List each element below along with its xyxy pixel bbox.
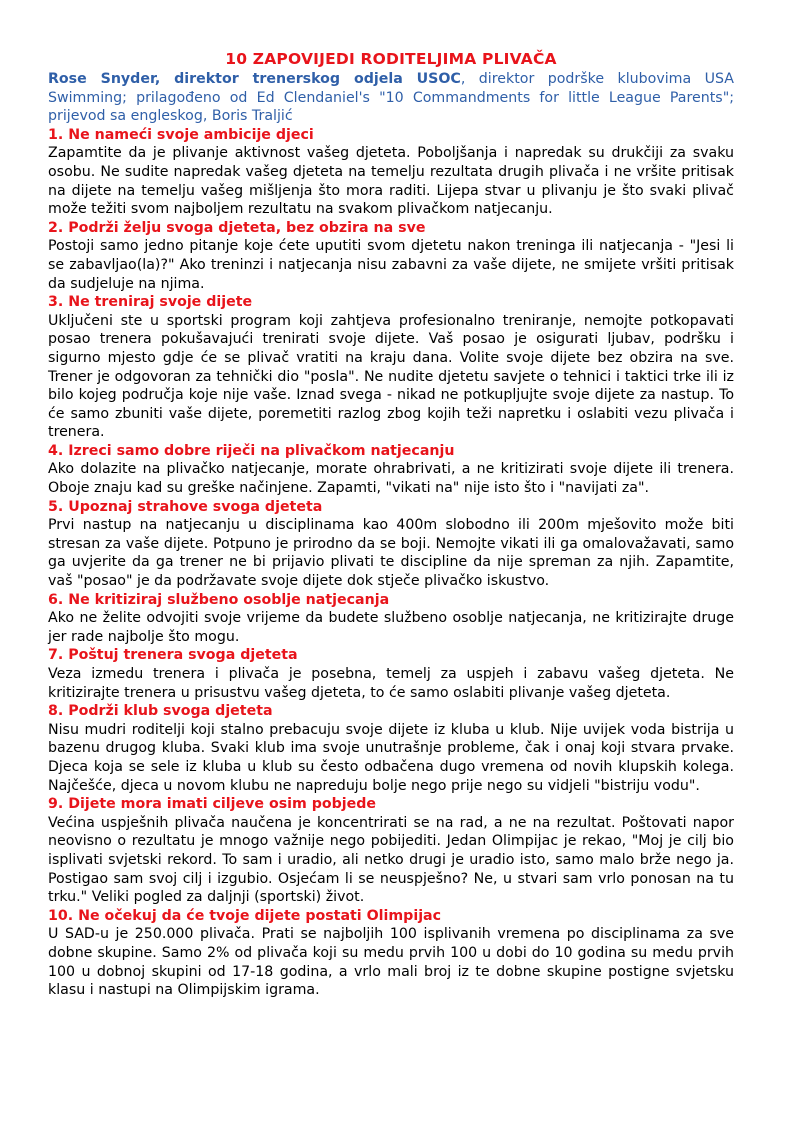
section-heading-2: 2. Podrži želju svoga djeteta, bez obzira na sve: [48, 219, 426, 236]
section-heading-6: 6. Ne kritiziraj službeno osoblje natjecanja: [48, 591, 390, 608]
section-body-7: Veza izmedu trenera i plivača je posebna, temelj za uspjeh i zabavu vašeg djeteta. Ne kritizirajte trenera u prisustvu vašeg djeteta, to će samo oslabiti plivanje vašeg djeteta.: [48, 666, 734, 701]
author-details: , direktor podrške klubovima USA Swimming; prilagođeno od Ed Clendaniel's "10 Commandments for little League Parents"; prijevod sa engleskog, Boris Traljić: [48, 71, 734, 125]
section-heading-7: 7. Poštuj trenera svoga djeteta: [48, 647, 298, 664]
section-heading-10: 10. Ne očekuj da će tvoje dijete postati Olimpijac: [48, 907, 442, 924]
section-heading-9: 9. Dijete mora imati ciljeve osim pobjede: [48, 796, 377, 813]
section-body-5: Prvi nastup na natjecanju u disciplinama kao 400m slobodno ili 200m mješovito može biti stresan za vaše dijete. Potpuno je prirodno da se boji. Nemojte vikati ili ga omalovažavati, samo ga uvjerite da ga trener ne bi prijavio plivati te discipline da nije spreman za njih. Zapamtite, vaš "posao" je da podržavate svoje dijete dok stječe plivačko iskustvo.: [48, 517, 734, 590]
section-heading-5: 5. Upoznaj strahove svoga djeteta: [48, 498, 323, 515]
section-body-6: Ako ne želite odvojiti svoje vrijeme da budete službeno osoblje natjecanja, ne kritizirajte druge jer rade najbolje što mogu.: [48, 610, 734, 645]
section-heading-8: 8. Podrži klub svoga djeteta: [48, 703, 273, 720]
section-body-9: Većina uspješnih plivača naučena je koncentrirati se na rad, a ne na rezultat. Poštovati napor neovisno o rezultatu je mnogo važnije nego pobijediti. Jedan Olimpijac je rekao, "Moj je cilj bio isplivati svjetski rekord. To sam i uradio, ali netko drugi je uradio isto, samo malo brže nego ja. Postigao sam svoj cilj i izgubio. Osjećam li se neuspješno? Ne, u stvari sam vrlo ponosan na tu trku." Veliki pogled za daljnji (sportski) život.: [48, 814, 734, 906]
section-body-1: Zapamtite da je plivanje aktivnost vašeg djeteta. Poboljšanja i napredak su drukčiji za svaku osobu. Ne sudite napredak vašeg djeteta na temelju rezultata drugih plivača i ne vršite pritisak na dijete na temelju vašeg mišljenja što mora raditi. Lijepa stvar u plivanju je što svaki plivač može težiti svom najboljem rezultatu na svakom plivačkom natjecanju.: [48, 145, 734, 218]
section-heading-4: 4. Izreci samo dobre riječi na plivačkom natjecanju: [48, 442, 455, 459]
section-heading-1: 1. Ne nameći svoje ambicije djeci: [48, 126, 314, 143]
section-body-4: Ako dolazite na plivačko natjecanje, morate ohrabrivati, a ne kritizirati svoje dijete ili trenera. Oboje znaju kad su greške načinjene. Zapamti, "vikati na" nije isto što i "navijati za".: [48, 461, 734, 497]
document-page: [48, 48, 734, 1000]
section-body-8: Nisu mudri roditelji koji stalno prebacuju svoje dijete iz kluba u klub. Nije uvijek voda bistrija u bazenu drugog kluba. Svaki klub ima svoje unutrašnje probleme, čak i onaj koji stvara prvake. Djeca koja se sele iz kluba u klub su često odbačena dugo vremena od novih klupskih kolega. Najčešće, djeca u novom klubu ne napreduju bolje nego prije nego su vidjeli "bistriju vodu".: [48, 721, 734, 794]
section-heading-3: 3. Ne treniraj svoje dijete: [48, 294, 253, 311]
section-body-3: Uključeni ste u sportski program koji zahtjeva profesionalno treniranje, nemojte potkopavati posao trenera pokušavajući trenirati svoje dijete. Vaš posao je osigurati ljubav, podršku i sigurno mjesto gdje će se plivač vratiti na kraju dana. Volite svoje dijete bez obzira na sve. Trener je odgovoran za tehnički dio "posla". Ne nudite djetetu savjete o tehnici i taktici trke ili iz bilo kojeg područja koje nije vaše. Iznad svega - nikad ne potkupljujte svoje dijete za nastup. To će samo zbuniti vaše dijete, poremetiti razlog zbog kojih teži napretku i oslabiti vezu plivača i trenera.: [48, 312, 734, 441]
author-credit: [48, 70, 734, 126]
section-body-10: U SAD-u je 250.000 plivača. Prati se najboljih 100 isplivanih vremena po disciplinama za sve dobne skupine. Samo 2% od plivača koji su medu prvih 100 u dobi do 10 godina su medu prvih 100 u dobnoj skupini od 17-18 godina, a vrlo mali broj iz te dobne skupine postigne svjetsku klasu i nastupi na Olimpijskim igrama.: [48, 926, 734, 999]
section-body-2: Postoji samo jedno pitanje koje ćete uputiti svom djetetu nakon treninga ili natjecanja - "Jesi li se zabavljao(la)?" Ako treninzi i natjecanja nisu zabavni za vaše dijete, ne smijete vršiti pritisak da sudjeluje na njima.: [48, 238, 734, 292]
document-title: 10 ZAPOVIJEDI RODITELJIMA PLIVAČA: [225, 50, 557, 68]
author-name: Rose Snyder, direktor trenerskog odjela USOC: [48, 71, 461, 87]
